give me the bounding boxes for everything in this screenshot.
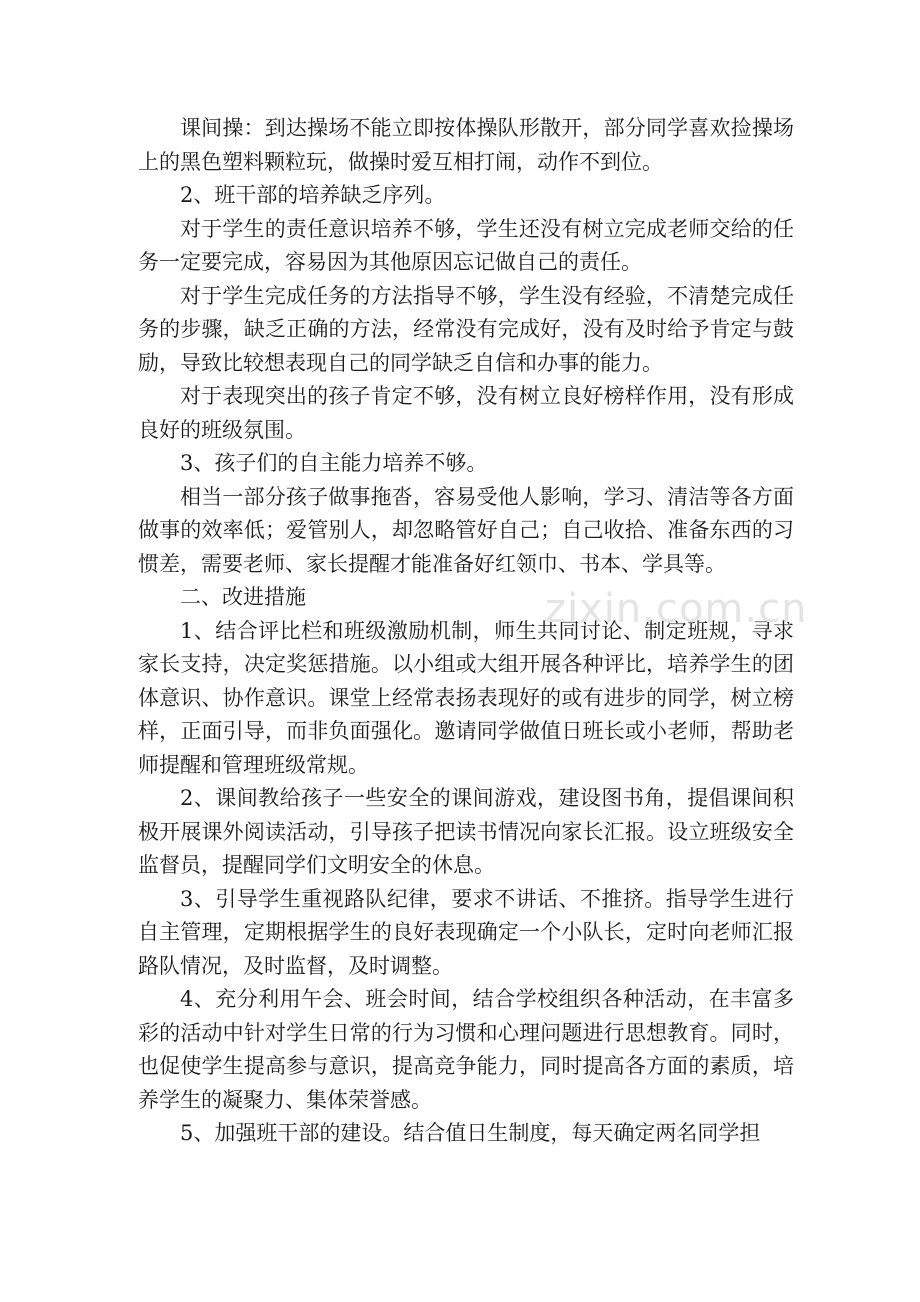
- section-heading-improvements: 二、改进措施: [180, 585, 306, 609]
- paragraph-recess-exercise: 课间操：到达操场不能立即按体操队形散开，部分同学喜欢捡操场上的黑色塑料颗粒玩，做操时爱互相打闹，动作不到位。: [138, 116, 794, 174]
- point-2-heading: 2、班干部的培养缺乏序列。: [180, 183, 446, 207]
- measure-4: 4、充分利用午会、班会时间，结合学校组织各种活动，在丰富多彩的活动中针对学生日常的行为习惯和心理问题进行思想教育。同时，也促使学生提高参与意识，提高竞争能力，同时提高各方面的素质，培养学生的凝聚力、集体荣誉感。: [138, 987, 794, 1112]
- point-3-heading: 3、孩子们的自主能力培养不够。: [180, 451, 488, 475]
- measure-3: 3、引导学生重视路队纪律，要求不讲话、不推挤。指导学生进行自主管理，定期根据学生的良好表现确定一个小队长，定时向老师汇报路队情况，及时监督，及时调整。: [138, 886, 794, 978]
- site-watermark: zixin.com.cn: [545, 586, 808, 632]
- paragraph-role-model: 对于表现突出的孩子肯定不够，没有树立良好榜样作用，没有形成良好的班级氛围。: [138, 384, 794, 442]
- measure-2: 2、课间教给孩子一些安全的课间游戏，建设图书角，提倡课间积极开展课外阅读活动，引导孩子把读书情况向家长汇报。设立班级安全监督员，提醒同学们文明安全的休息。: [138, 786, 794, 877]
- measure-1: 1、结合评比栏和班级激励机制，师生共同讨论、制定班规，寻求家长支持，决定奖惩措施。以小组或大组开展各种评比，培养学生的团体意识、协作意识。课堂上经常表扬表现好的或有进步的同学，树立榜样，正面引导，而非负面强化。邀请同学做值日班长或小老师，帮助老师提醒和管理班级常规。: [138, 618, 794, 777]
- paragraph-self-management: 相当一部分孩子做事拖沓，容易受他人影响，学习、清洁等各方面做事的效率低；爱管别人，却忽略管好自己；自己收拾、准备东西的习惯差，需要老师、家长提醒才能准备好红领巾、书本、学具等。: [138, 484, 794, 576]
- paragraph-responsibility: 对于学生的责任意识培养不够，学生还没有树立完成老师交给的任务一定要完成，容易因为其他原因忘记做自己的责任。: [138, 216, 794, 274]
- document-body: [138, 112, 794, 1151]
- paragraph-task-method: 对于学生完成任务的方法指导不够，学生没有经验，不清楚完成任务的步骤，缺乏正确的方法，经常没有完成好，没有及时给予肯定与鼓励，导致比较想表现自己的同学缺乏自信和办事的能力。: [138, 283, 794, 375]
- measure-5: 5、加强班干部的建设。结合值日生制度，每天确定两名同学担: [180, 1121, 761, 1145]
